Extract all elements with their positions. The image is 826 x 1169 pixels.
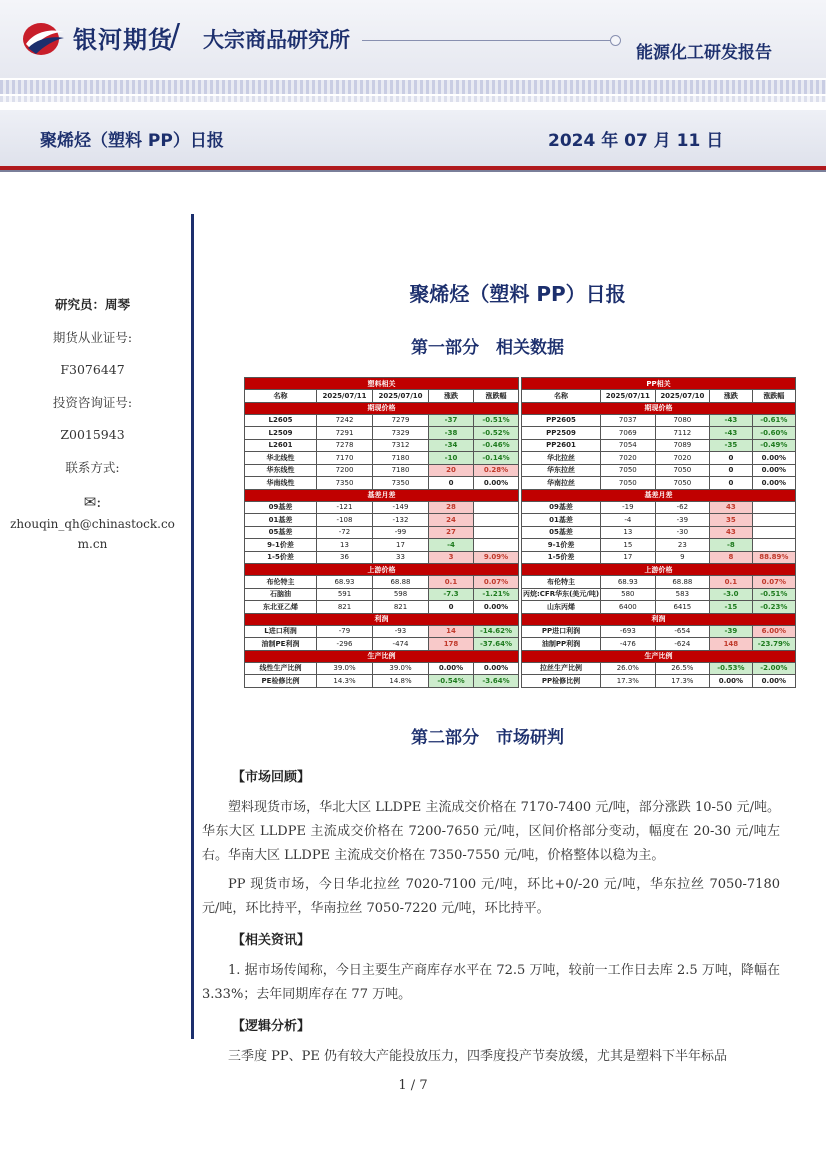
- table-cell: 17.3%: [655, 675, 710, 688]
- table-cell: -72: [317, 526, 373, 539]
- table-cell: PP2509: [522, 427, 601, 440]
- table-row: [245, 427, 519, 440]
- table-row: [245, 414, 519, 427]
- table-cell: 05基差: [245, 526, 317, 539]
- table-cell: 9-1价差: [245, 539, 317, 552]
- table-cell: 13: [317, 539, 373, 552]
- table-cell: 15: [601, 539, 656, 552]
- table-cell: 山东丙烯: [522, 601, 601, 614]
- table-row: [522, 638, 796, 651]
- review-paragraph-1: 塑料现货市场，华北大区 LLDPE 主流成交价格在 7170-7400 元/吨，部分涨跌 10-50 元/吨。华东大区 LLDPE 主流成交价格在 7200-7650 元/吨，区间价格部分变动，幅度在 20-30 元/吨左右。华南大区 LLDPE 主流成交价格在 7350-7550 元/吨，价格整体以稳为主。: [202, 800, 780, 863]
- table-row: [245, 501, 519, 514]
- table-cell: 09基差: [245, 501, 317, 514]
- table-cell: 0: [710, 464, 753, 477]
- table-cell: 3: [429, 551, 474, 564]
- table-cell: 821: [317, 601, 373, 614]
- table-cell: 华北线性: [245, 452, 317, 465]
- table-cell: -0.53%: [710, 662, 753, 675]
- table-cell: L2509: [245, 427, 317, 440]
- table-cell: 0.00%: [429, 662, 474, 675]
- table-row: [522, 551, 796, 564]
- table-cell: -93: [373, 625, 429, 638]
- table-cell: -37: [429, 414, 474, 427]
- table-cell: 6400: [601, 601, 656, 614]
- table-cell: -34: [429, 439, 474, 452]
- table-cell: -4: [601, 514, 656, 527]
- table-cell: -14.62%: [474, 625, 519, 638]
- plastic-table: [244, 377, 519, 688]
- table-cell: 7050: [601, 464, 656, 477]
- mail-icon: ✉:: [83, 493, 102, 511]
- table-cell: 01基差: [245, 514, 317, 527]
- logic-paragraph-1: 三季度 PP、PE 仍有较大产能投放压力，四季度投产节奏放缓，尤其是塑料下半年标品: [228, 1049, 727, 1064]
- table-cell: 09基差: [522, 501, 601, 514]
- table-row: [245, 638, 519, 651]
- table-cell: -99: [373, 526, 429, 539]
- table-cell: 东北亚乙烯: [245, 601, 317, 614]
- table-cell: 0.00%: [474, 601, 519, 614]
- header-stripes: [0, 80, 826, 94]
- table-cell: 0.00%: [752, 452, 795, 465]
- section-header: 生产比例: [522, 650, 796, 662]
- section-header: 期现价格: [522, 402, 796, 414]
- column-header: 2025/07/11: [317, 390, 373, 403]
- part1-heading: 第一部分 相关数据: [411, 338, 564, 358]
- table-cell: -39: [655, 514, 710, 527]
- analyst-sidebar: [0, 295, 185, 554]
- table-cell: -654: [655, 625, 710, 638]
- table-cell: 7329: [373, 427, 429, 440]
- table-cell: 9: [655, 551, 710, 564]
- table-row: [245, 439, 519, 452]
- table-cell: 13: [601, 526, 656, 539]
- table-cell: 26.0%: [601, 662, 656, 675]
- table-row: [522, 526, 796, 539]
- table-cell: 0.00%: [752, 464, 795, 477]
- table-cell: 1-5价差: [245, 551, 317, 564]
- table-cell: 7279: [373, 414, 429, 427]
- table-cell: -0.23%: [752, 601, 795, 614]
- table-cell: PP检修比例: [522, 675, 601, 688]
- table-cell: 583: [655, 588, 710, 601]
- table-cell: 27: [429, 526, 474, 539]
- table-cell: -79: [317, 625, 373, 638]
- table-row: [522, 576, 796, 589]
- table-cell: L2605: [245, 414, 317, 427]
- table-cell: -0.14%: [474, 452, 519, 465]
- table-cell: 24: [429, 514, 474, 527]
- table-cell: 598: [373, 588, 429, 601]
- table-cell: 华南拉丝: [522, 477, 601, 490]
- table-cell: [474, 514, 519, 527]
- table-cell: -30: [655, 526, 710, 539]
- title-band: [0, 110, 826, 166]
- table-cell: -476: [601, 638, 656, 651]
- table-cell: 14.3%: [317, 675, 373, 688]
- table-cell: [752, 539, 795, 552]
- report-title: 聚烯烃（塑料 PP）日报: [409, 282, 626, 306]
- table-cell: 0.00%: [752, 477, 795, 490]
- table-cell: 36: [317, 551, 373, 564]
- table-cell: -0.46%: [474, 439, 519, 452]
- analyst-name: 研究员：周琴: [54, 297, 130, 312]
- table-cell: 17: [601, 551, 656, 564]
- header-stripes-light: [0, 96, 826, 102]
- table-cell: -7.3: [429, 588, 474, 601]
- table-cell: 0.1: [429, 576, 474, 589]
- table-cell: 23: [655, 539, 710, 552]
- table-cell: -38: [429, 427, 474, 440]
- table-row: [522, 662, 796, 675]
- table-cell: 华北拉丝: [522, 452, 601, 465]
- table-cell: 丙烷:CFR华东(美元/吨): [522, 588, 601, 601]
- table-row: [245, 675, 519, 688]
- table-cell: 7089: [655, 439, 710, 452]
- table-cell: 华东线性: [245, 464, 317, 477]
- table-cell: 14.8%: [373, 675, 429, 688]
- table-cell: 油制PP利润: [522, 638, 601, 651]
- table-cell: 拉丝生产比例: [522, 662, 601, 675]
- table-cell: -62: [655, 501, 710, 514]
- table-cell: 油制PE利润: [245, 638, 317, 651]
- table-cell: -4: [429, 539, 474, 552]
- table-cell: 0.28%: [474, 464, 519, 477]
- table-cell: 580: [601, 588, 656, 601]
- report-header: [0, 0, 826, 78]
- table-cell: 43: [710, 501, 753, 514]
- news-paragraph-1: 1. 据市场传闻称，今日主要生产商库存水平在 72.5 万吨，较前一工作日去库 2.5 万吨，降幅在 3.33%；去年同期库存在 77 万吨。: [202, 963, 780, 1002]
- table-cell: 7278: [317, 439, 373, 452]
- table-row: [522, 414, 796, 427]
- table-cell: -2.00%: [752, 662, 795, 675]
- table-cell: 7050: [601, 477, 656, 490]
- table-cell: PE检修比例: [245, 675, 317, 688]
- sidebar-divider: [191, 214, 194, 1039]
- review-heading: 【市场回顾】: [232, 770, 311, 785]
- table-cell: 华南线性: [245, 477, 317, 490]
- report-type: 能源化工研发报告: [636, 43, 772, 63]
- table-row: [522, 539, 796, 552]
- table-cell: 148: [710, 638, 753, 651]
- table-cell: 7020: [655, 452, 710, 465]
- table-cell: 0: [710, 452, 753, 465]
- institute-name: 大宗商品研究所: [203, 28, 350, 52]
- table-cell: 7170: [317, 452, 373, 465]
- table-cell: -15: [710, 601, 753, 614]
- page-number: 1 / 7: [398, 1078, 428, 1093]
- table-cell: -132: [373, 514, 429, 527]
- section-header: 期现价格: [245, 402, 519, 414]
- table-cell: 68.88: [373, 576, 429, 589]
- galaxy-logo-icon: [20, 20, 66, 58]
- table-cell: 线性生产比例: [245, 662, 317, 675]
- table-cell: 7242: [317, 414, 373, 427]
- header-rule-dot: [610, 35, 621, 46]
- column-header: 涨跌: [429, 390, 474, 403]
- table-cell: 7312: [373, 439, 429, 452]
- table-cell: -3.0: [710, 588, 753, 601]
- column-header: 2025/07/10: [655, 390, 710, 403]
- table-cell: -296: [317, 638, 373, 651]
- table-row: [245, 625, 519, 638]
- table-cell: -0.54%: [429, 675, 474, 688]
- column-header: 涨跌幅: [474, 390, 519, 403]
- section-header: 利润: [522, 613, 796, 625]
- table-cell: 68.88: [655, 576, 710, 589]
- table-cell: 591: [317, 588, 373, 601]
- table-cell: 68.93: [601, 576, 656, 589]
- table-row: [245, 662, 519, 675]
- table-cell: 7054: [601, 439, 656, 452]
- table-row: [522, 625, 796, 638]
- table-cell: 26.5%: [655, 662, 710, 675]
- table-cell: 17.3%: [601, 675, 656, 688]
- table-cell: 7350: [373, 477, 429, 490]
- column-header: 涨跌幅: [752, 390, 795, 403]
- table-cell: 35: [710, 514, 753, 527]
- table-cell: -474: [373, 638, 429, 651]
- table-cell: 7180: [373, 464, 429, 477]
- table-cell: 68.93: [317, 576, 373, 589]
- column-header: 2025/07/10: [373, 390, 429, 403]
- table-cell: 178: [429, 638, 474, 651]
- table-cell: 7050: [655, 464, 710, 477]
- table-cell: 88.89%: [752, 551, 795, 564]
- section-header: 上游价格: [245, 564, 519, 576]
- table-cell: 9.09%: [474, 551, 519, 564]
- table-cell: -37.64%: [474, 638, 519, 651]
- table-cell: -0.61%: [752, 414, 795, 427]
- table-cell: 28: [429, 501, 474, 514]
- review-paragraph-2: PP 现货市场，今日华北拉丝 7020-7100 元/吨，环比+0/-20 元/吨，华东拉丝 7050-7180 元/吨，环比持平，华南拉丝 7050-7220 元/吨，环比持平。: [202, 877, 780, 916]
- table-cell: [474, 526, 519, 539]
- table-cell: 0: [710, 477, 753, 490]
- logic-heading: 【逻辑分析】: [232, 1019, 311, 1034]
- table-cell: 8: [710, 551, 753, 564]
- table-cell: 7037: [601, 414, 656, 427]
- header-divider: /: [170, 18, 181, 53]
- analyst-email[interactable]: zhouqin_qh@chinastock.com.cn: [10, 517, 175, 551]
- table-cell: 7200: [317, 464, 373, 477]
- table-cell: [752, 526, 795, 539]
- section-header: 利润: [245, 613, 519, 625]
- table-cell: 20: [429, 464, 474, 477]
- table-cell: [752, 501, 795, 514]
- table-row: [522, 464, 796, 477]
- news-heading: 【相关资讯】: [232, 933, 311, 948]
- table-cell: 0.1: [710, 576, 753, 589]
- advisory-label: 投资咨询证号:: [52, 394, 133, 410]
- table-cell: 7080: [655, 414, 710, 427]
- table-cell: 6.00%: [752, 625, 795, 638]
- table-cell: 05基差: [522, 526, 601, 539]
- table-cell: 7180: [373, 452, 429, 465]
- table-cell: 0: [429, 601, 474, 614]
- table-cell: PP进口利润: [522, 625, 601, 638]
- report-date: 2024 年 07 月 11 日: [548, 131, 724, 151]
- table-cell: 43: [710, 526, 753, 539]
- table-cell: -1.21%: [474, 588, 519, 601]
- table-cell: 14: [429, 625, 474, 638]
- brand-name: 银河期货: [73, 26, 173, 54]
- header-rule: [362, 40, 612, 41]
- data-tables: [244, 377, 796, 697]
- table-row: [245, 464, 519, 477]
- table-cell: 6415: [655, 601, 710, 614]
- column-header: 名称: [522, 390, 601, 403]
- table-row: [245, 514, 519, 527]
- table-row: [245, 526, 519, 539]
- table-cell: -0.49%: [752, 439, 795, 452]
- table-cell: -23.79%: [752, 638, 795, 651]
- table-cell: 0.00%: [710, 675, 753, 688]
- table-row: [245, 477, 519, 490]
- table-row: [522, 501, 796, 514]
- table-cell: -693: [601, 625, 656, 638]
- table-cell: -19: [601, 501, 656, 514]
- table-cell: -43: [710, 414, 753, 427]
- table-cell: 821: [373, 601, 429, 614]
- table-row: [245, 452, 519, 465]
- section-header: 生产比例: [245, 650, 519, 662]
- table-cell: 17: [373, 539, 429, 552]
- table-row: [245, 576, 519, 589]
- license-number: F3076447: [60, 362, 125, 377]
- table-row: [522, 452, 796, 465]
- table-cell: 7112: [655, 427, 710, 440]
- table-cell: [474, 501, 519, 514]
- table-cell: 01基差: [522, 514, 601, 527]
- table-cell: 0.07%: [752, 576, 795, 589]
- section-header: 上游价格: [522, 564, 796, 576]
- part2-heading: 第二部分 市场研判: [411, 728, 564, 748]
- table-cell: 1-5价差: [522, 551, 601, 564]
- table-cell: PP2601: [522, 439, 601, 452]
- table-title: PP相关: [522, 378, 796, 390]
- table-cell: -121: [317, 501, 373, 514]
- contact-label: 联系方式:: [65, 459, 120, 475]
- table-cell: -35: [710, 439, 753, 452]
- table-row: [522, 675, 796, 688]
- table-cell: [752, 514, 795, 527]
- table-cell: 39.0%: [373, 662, 429, 675]
- table-row: [245, 551, 519, 564]
- band-gray-rule: [0, 170, 826, 172]
- table-row: [522, 601, 796, 614]
- table-cell: L2601: [245, 439, 317, 452]
- table-cell: PP2605: [522, 414, 601, 427]
- table-cell: -0.60%: [752, 427, 795, 440]
- table-cell: -624: [655, 638, 710, 651]
- table-cell: 7020: [601, 452, 656, 465]
- table-title: 塑料相关: [245, 378, 519, 390]
- table-cell: 0.07%: [474, 576, 519, 589]
- section-header: 基差月差: [522, 489, 796, 501]
- column-header: 名称: [245, 390, 317, 403]
- table-cell: -8: [710, 539, 753, 552]
- advisory-number: Z0015943: [60, 427, 125, 442]
- table-row: [522, 477, 796, 490]
- band-title: 聚烯烃（塑料 PP）日报: [40, 131, 224, 151]
- table-cell: 0.00%: [752, 675, 795, 688]
- table-cell: -108: [317, 514, 373, 527]
- table-cell: 华东拉丝: [522, 464, 601, 477]
- table-cell: -39: [710, 625, 753, 638]
- table-cell: 7069: [601, 427, 656, 440]
- table-row: [245, 588, 519, 601]
- table-cell: 布伦特主: [245, 576, 317, 589]
- table-row: [522, 427, 796, 440]
- section-header: 基差月差: [245, 489, 519, 501]
- table-cell: 7350: [317, 477, 373, 490]
- table-row: [522, 439, 796, 452]
- table-cell: -0.51%: [752, 588, 795, 601]
- table-cell: -0.51%: [474, 414, 519, 427]
- table-cell: [474, 539, 519, 552]
- table-cell: 7050: [655, 477, 710, 490]
- table-cell: 33: [373, 551, 429, 564]
- table-row: [245, 539, 519, 552]
- license-label: 期货从业证号:: [52, 329, 133, 345]
- table-cell: 布伦特主: [522, 576, 601, 589]
- table-cell: -3.64%: [474, 675, 519, 688]
- table-cell: 0.00%: [474, 477, 519, 490]
- table-cell: 0: [429, 477, 474, 490]
- table-cell: -10: [429, 452, 474, 465]
- table-cell: 石脑油: [245, 588, 317, 601]
- table-cell: -0.52%: [474, 427, 519, 440]
- table-row: [245, 601, 519, 614]
- table-cell: -43: [710, 427, 753, 440]
- table-cell: -149: [373, 501, 429, 514]
- column-header: 涨跌: [710, 390, 753, 403]
- table-row: [522, 514, 796, 527]
- table-row: [522, 588, 796, 601]
- table-cell: L进口利润: [245, 625, 317, 638]
- table-cell: 7291: [317, 427, 373, 440]
- column-header: 2025/07/11: [601, 390, 656, 403]
- table-cell: 0.00%: [474, 662, 519, 675]
- table-cell: 39.0%: [317, 662, 373, 675]
- table-cell: 9-1价差: [522, 539, 601, 552]
- pp-table: [521, 377, 796, 688]
